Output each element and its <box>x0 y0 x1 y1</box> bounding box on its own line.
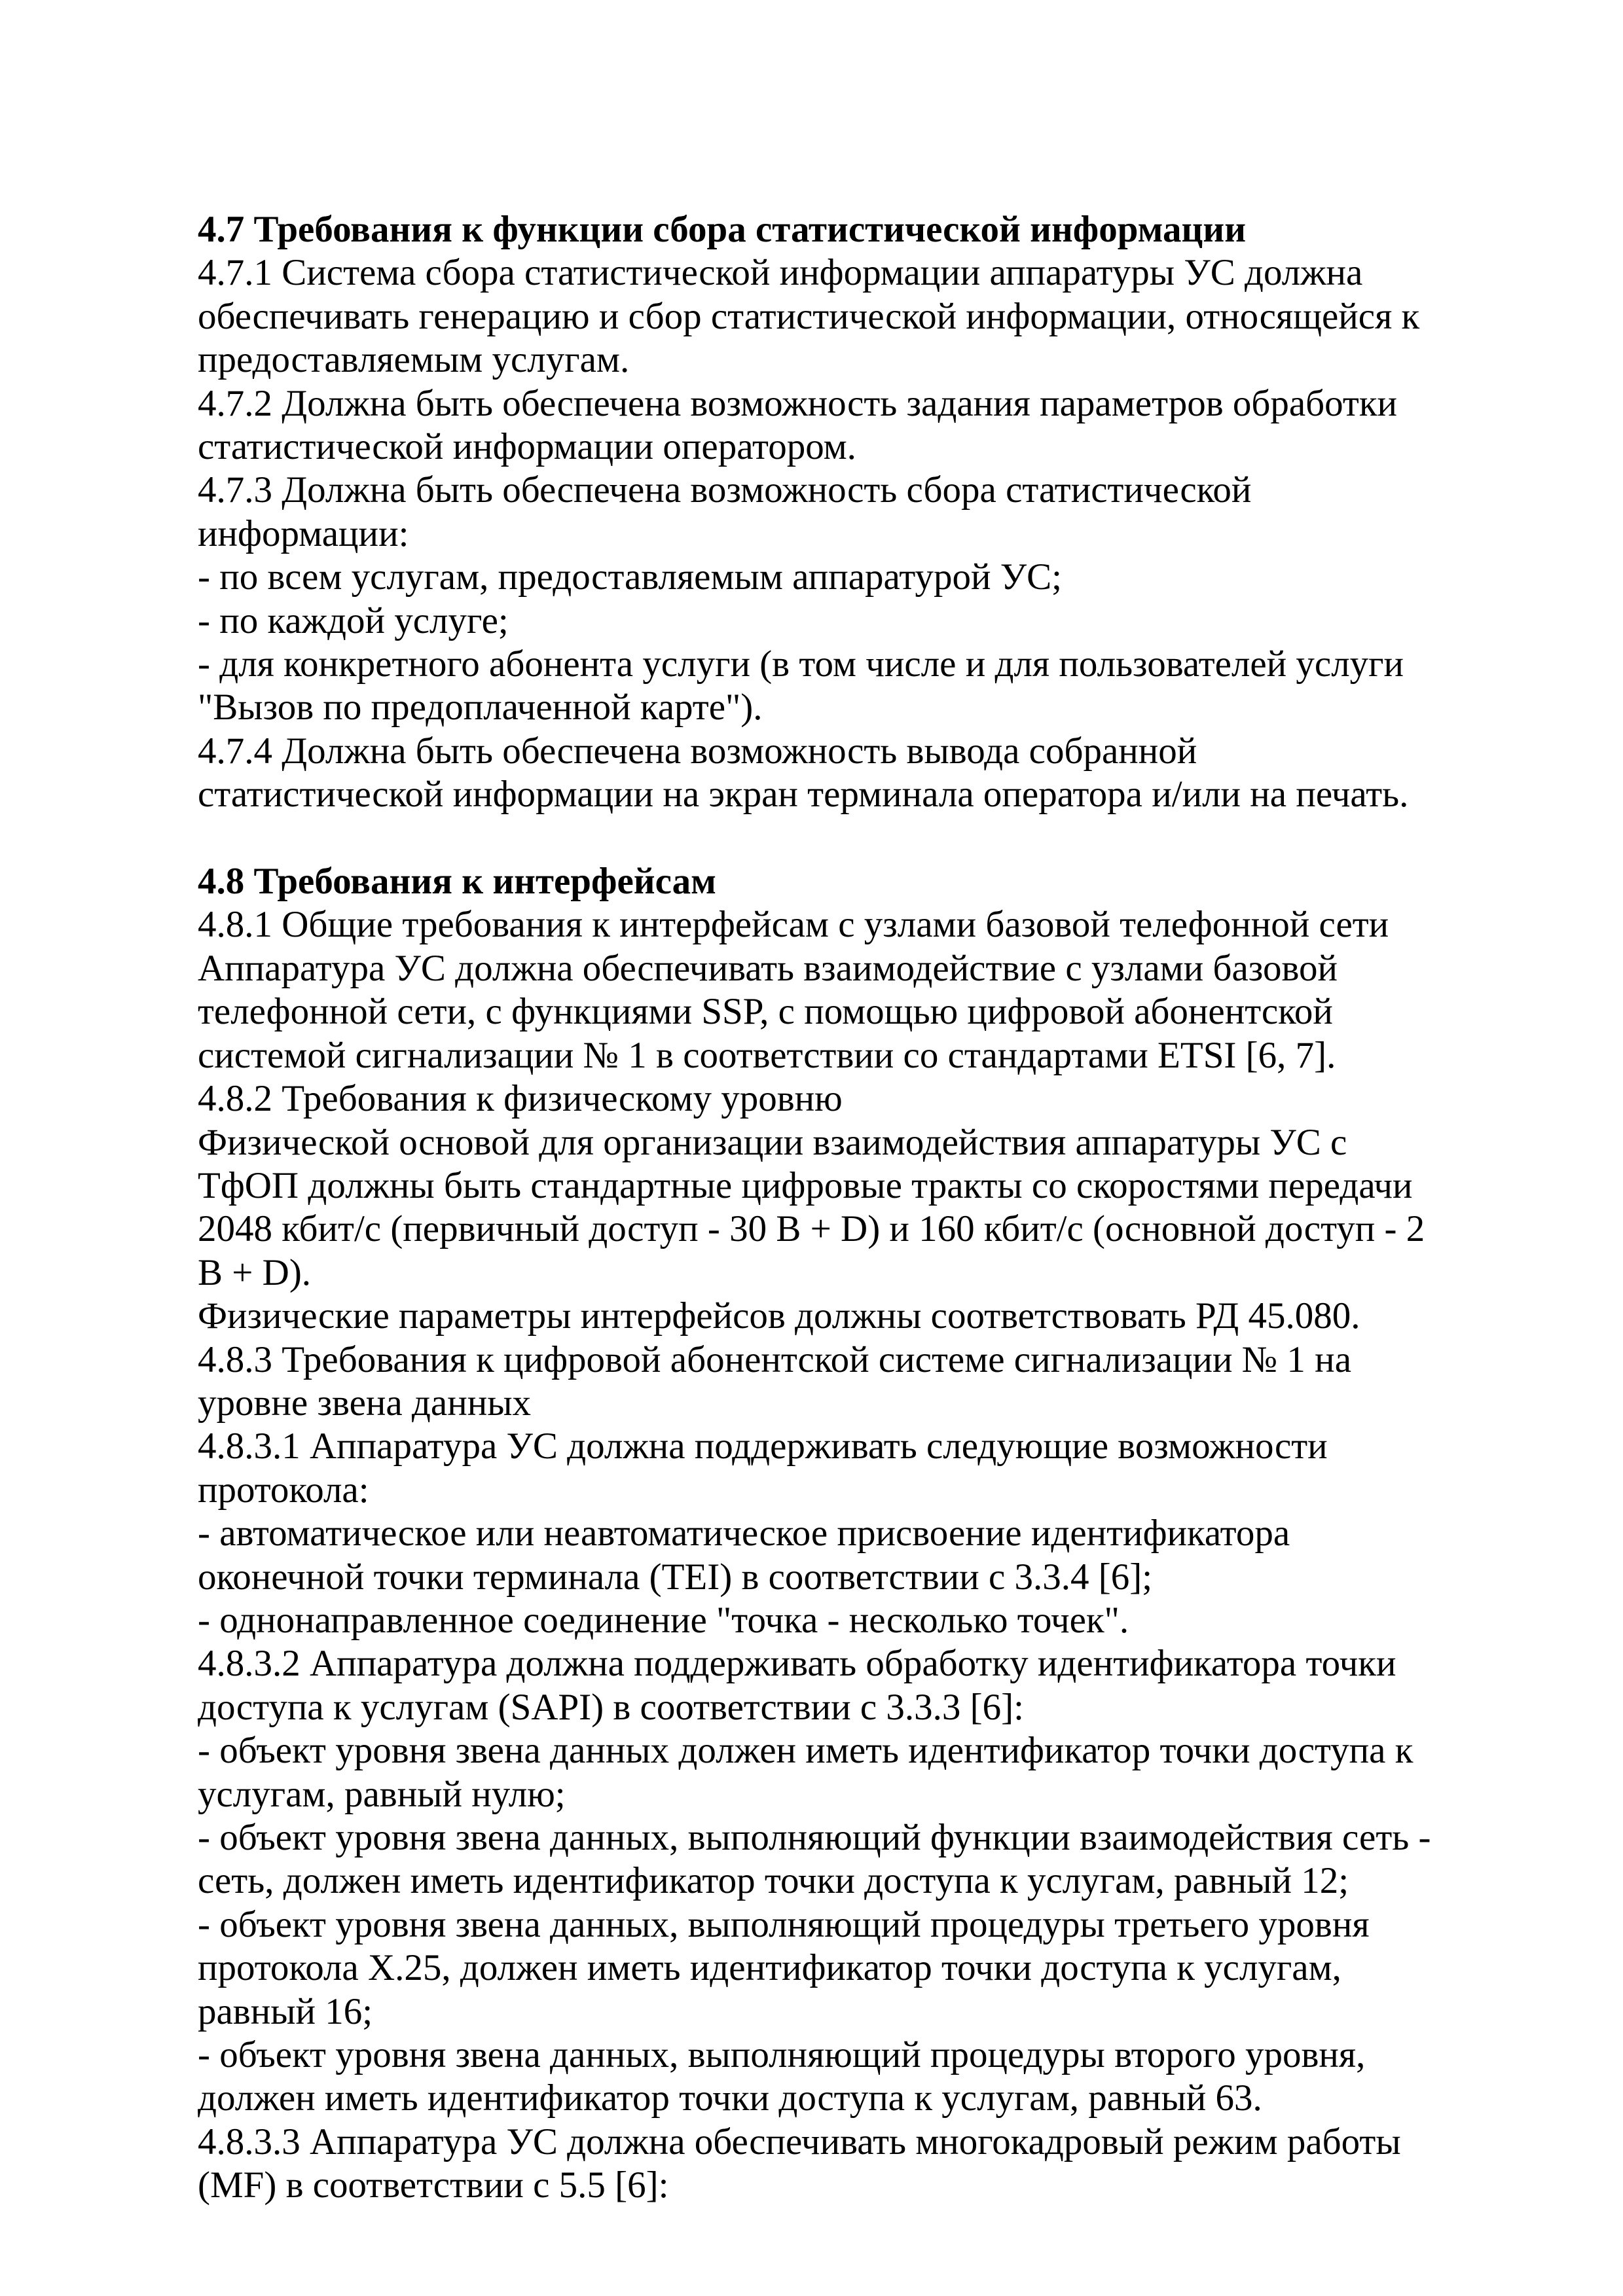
list-item-line: протокола X.25, должен иметь идентификатор точки доступа к услугам, <box>198 1947 1341 1989</box>
paragraph-line: ТфОП должны быть стандартные цифровые тракты со скоростями передачи <box>198 1164 1413 1206</box>
list-item-line: - однонаправленное соединение "точка - несколько точек". <box>198 1599 1129 1641</box>
paragraph-line: 4.7.1 Система сбора статистической информации аппаратуры УС должна <box>198 252 1363 294</box>
paragraph-line: Аппаратура УС должна обеспечивать взаимодействие с узлами базовой <box>198 947 1338 989</box>
list-item-line: - объект уровня звена данных, выполняющий функции взаимодействия сеть - <box>198 1817 1431 1859</box>
paragraph-line: 4.7.2 Должна быть обеспечена возможность задания параметров обработки <box>198 382 1398 424</box>
list-item-line: - по всем услугам, предоставляемым аппаратурой УС; <box>198 556 1062 598</box>
paragraph-line: уровне звена данных <box>198 1382 532 1424</box>
paragraph-line: доступа к услугам (SAPI) в соответствии с 3.3.3 [6]: <box>198 1686 1024 1728</box>
paragraph-line: 4.7.3 Должна быть обеспечена возможность сбора статистической <box>198 469 1252 511</box>
paragraph-line: "Вызов по предоплаченной карте"). <box>198 687 763 728</box>
list-item-line: оконечной точки терминала (TEI) в соответствии с 3.3.4 [6]; <box>198 1556 1153 1598</box>
paragraph-line: Физической основой для организации взаимодействия аппаратуры УС с <box>198 1121 1347 1163</box>
document-page <box>198 208 1494 2208</box>
paragraph-line: 4.8.1 Общие требования к интерфейсам с узлами базовой телефонной сети <box>198 904 1389 946</box>
list-item-line: - для конкретного абонента услуги (в том числе и для пользователей услуги <box>198 643 1404 685</box>
list-item-line: - автоматическое или неавтоматическое присвоение идентификатора <box>198 1513 1290 1554</box>
paragraph-line: 4.7.4 Должна быть обеспечена возможность вывода собранной <box>198 730 1197 772</box>
paragraph-line: статистической информации на экран терминала оператора и/или на печать. <box>198 774 1409 816</box>
paragraph-line: обеспечивать генерацию и сбор статистической информации, относящейся к <box>198 295 1420 337</box>
paragraph-line: (MF) в соответствии с 5.5 [6]: <box>198 2164 669 2206</box>
paragraph-line: 4.8.3 Требования к цифровой абонентской системе сигнализации № 1 на <box>198 1338 1351 1380</box>
paragraph-line: 4.8.3.3 Аппаратура УС должна обеспечивать многокадровый режим работы <box>198 2121 1401 2162</box>
list-item-line: услугам, равный нулю; <box>198 1773 566 1815</box>
section-heading-4-7: 4.7 Требования к функции сбора статистической информации <box>198 209 1247 250</box>
list-item-line: - объект уровня звена данных должен иметь идентификатор точки доступа к <box>198 1730 1413 1772</box>
paragraph-line: 4.8.2 Требования к физическому уровню <box>198 1078 843 1120</box>
list-item-line: - объект уровня звена данных, выполняющий процедуры третьего уровня <box>198 1903 1370 1945</box>
section-heading-4-8: 4.8 Требования к интерфейсам <box>198 861 716 903</box>
list-item-line: - по каждой услуге; <box>198 600 509 641</box>
list-item-line: должен иметь идентификатор точки доступа к услугам, равный 63. <box>198 2077 1262 2119</box>
paragraph-line: 4.8.3.1 Аппаратура УС должна поддерживать следующие возможности <box>198 1426 1328 1467</box>
paragraph-line: предоставляемым услугам. <box>198 339 630 381</box>
list-item-line: равный 16; <box>198 1990 373 2032</box>
paragraph-line: Физические параметры интерфейсов должны соответствовать РД 45.080. <box>198 1295 1360 1337</box>
paragraph-line: 2048 кбит/с (первичный доступ - 30 B + D) и 160 кбит/с (основной доступ - 2 <box>198 1208 1425 1250</box>
list-item-line: сеть, должен иметь идентификатор точки доступа к услугам, равный 12; <box>198 1860 1349 1902</box>
paragraph-line: системой сигнализации № 1 в соответствии со стандартами ETSI [6, 7]. <box>198 1034 1336 1076</box>
paragraph-line: информации: <box>198 512 409 554</box>
list-item-line: - объект уровня звена данных, выполняющий процедуры второго уровня, <box>198 2034 1366 2076</box>
paragraph-line: B + D). <box>198 1251 312 1293</box>
section-spacer <box>198 817 1494 860</box>
paragraph-line: телефонной сети, с функциями SSP, с помощью цифровой абонентской <box>198 991 1333 1033</box>
paragraph-line: статистической информации оператором. <box>198 426 856 468</box>
paragraph-line: 4.8.3.2 Аппаратура должна поддерживать обработку идентификатора точки <box>198 1643 1396 1685</box>
paragraph-line: протокола: <box>198 1469 369 1511</box>
